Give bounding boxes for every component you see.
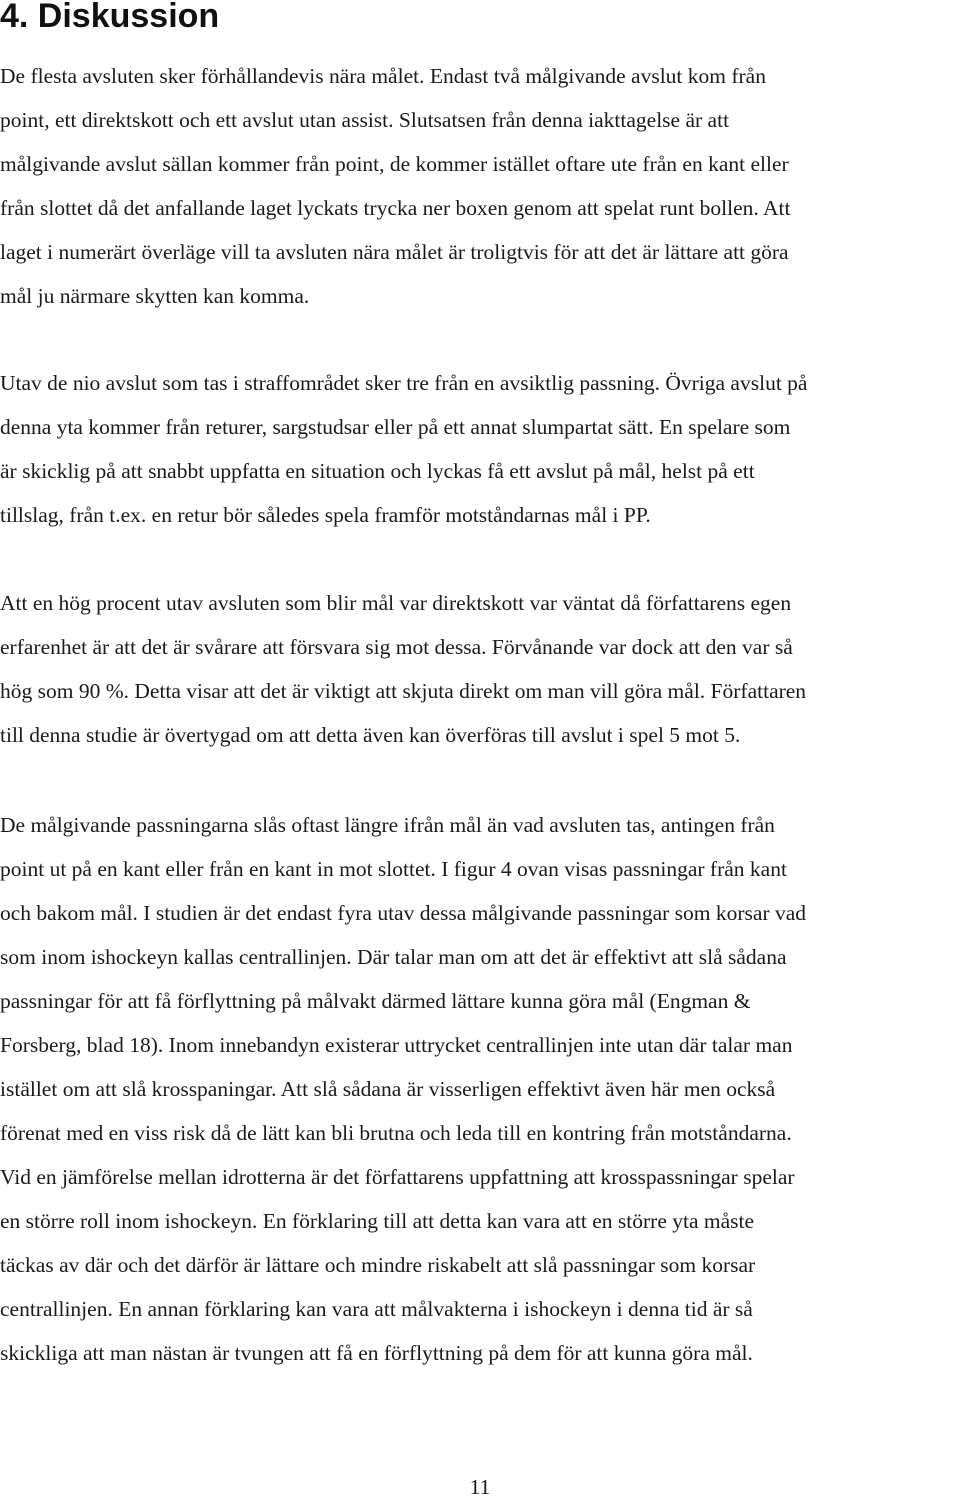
paragraph-line: Vid en jämförelse mellan idrotterna är det författarens uppfattning att krosspassningar spelar [0, 1165, 795, 1189]
paragraph-line: point ut på en kant eller från en kant in mot slottet. I figur 4 ovan visas passningar från kant [0, 857, 787, 881]
paragraph-line: point, ett direktskott och ett avslut utan assist. Slutsatsen från denna iakttagelse är att [0, 108, 730, 132]
paragraph-line: är skicklig på att snabbt uppfatta en situation och lyckas få ett avslut på mål, helst på ett [0, 459, 755, 483]
paragraph-line: som inom ishockeyn kallas centrallinjen. Där talar man om att det är effektivt att slå sådana [0, 945, 787, 969]
paragraph-3 [0, 581, 960, 757]
paragraph-line: en större roll inom ishockeyn. En förklaring till att detta kan vara att en större yta måste [0, 1209, 755, 1233]
paragraph-line: laget i numerärt överläge vill ta avsluten nära målet är troligtvis för att det är lättare att göra [0, 240, 789, 264]
paragraph-line: denna yta kommer från returer, sargstudsar eller på ett annat slumpartat sätt. En spelare som [0, 415, 791, 439]
paragraph-line: skickliga att man nästan är tvungen att få en förflyttning på dem för att kunna göra mål. [0, 1341, 753, 1365]
paragraph-line: mål ju närmare skytten kan komma. [0, 284, 310, 308]
paragraph-line: erfarenhet är att det är svårare att försvara sig mot dessa. Förvånande var dock att den var så [0, 635, 793, 659]
paragraph-line: och bakom mål. I studien är det endast fyra utav dessa målgivande passningar som korsar vad [0, 901, 807, 925]
paragraph-line: täckas av där och det därför är lättare och mindre riskabelt att slå passningar som korsar [0, 1253, 756, 1277]
paragraph-2 [0, 361, 960, 537]
page-number: 11 [469, 1475, 491, 1499]
paragraph-4 [0, 803, 960, 1375]
paragraph-line: passningar för att få förflyttning på målvakt därmed lättare kunna göra mål (Engman & [0, 989, 751, 1013]
paragraph-line: De målgivande passningarna slås oftast längre ifrån mål än vad avsluten tas, antingen från [0, 813, 775, 837]
paragraph-1 [0, 54, 960, 318]
paragraph-line: Forsberg, blad 18). Inom innebandyn existerar uttrycket centrallinjen inte utan där talar man [0, 1033, 793, 1057]
paragraph-line: till denna studie är övertygad om att detta även kan överföras till avslut i spel 5 mot 5. [0, 723, 741, 747]
paragraph-line: förenat med en viss risk då de lätt kan bli brutna och leda till en kontring från motståndarna. [0, 1121, 792, 1145]
paragraph-line: istället om att slå krosspaningar. Att slå sådana är visserligen effektivt även här men också [0, 1077, 776, 1101]
paragraph-line: Utav de nio avslut som tas i straffområdet sker tre från en avsiktlig passning. Övriga avslut på [0, 371, 808, 395]
paragraph-line: tillslag, från t.ex. en retur bör således spela framför motståndarnas mål i PP. [0, 503, 651, 527]
paragraph-line: från slottet då det anfallande laget lyckats trycka ner boxen genom att spelat runt bollen. Att [0, 196, 791, 220]
paragraph-line: De flesta avsluten sker förhållandevis nära målet. Endast två målgivande avslut kom från [0, 64, 766, 88]
paragraph-line: hög som 90 %. Detta visar att det är viktigt att skjuta direkt om man vill göra mål. Författaren [0, 679, 807, 703]
paragraph-line: Att en hög procent utav avsluten som blir mål var direktskott var väntat då författarens egen [0, 591, 792, 615]
paragraph-line: centrallinjen. En annan förklaring kan vara att målvakterna i ishockeyn i denna tid är så [0, 1297, 753, 1321]
section-heading: 4. Diskussion [0, 0, 220, 35]
paragraph-line: målgivande avslut sällan kommer från point, de kommer istället oftare ute från en kant eller [0, 152, 789, 176]
